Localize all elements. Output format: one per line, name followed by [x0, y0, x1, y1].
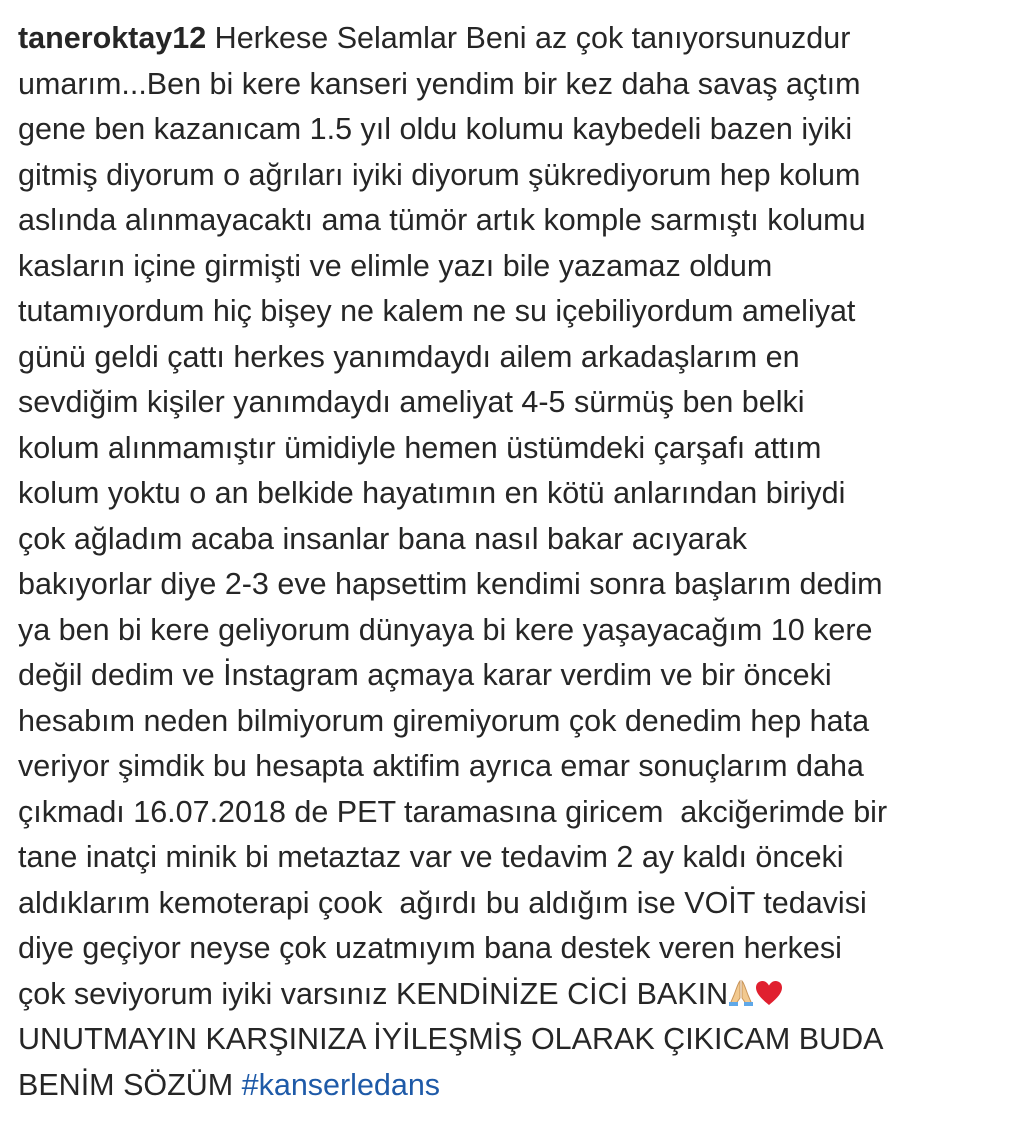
caption-line: gitmiş diyorum o ağrıları iyiki diyorum şükrediyorum hep kolum: [18, 157, 861, 192]
username-link[interactable]: taneroktay12: [18, 21, 207, 55]
caption-line: tutamıyordum hiç bişey ne kalem ne su içebiliyordum ameliyat: [18, 294, 856, 328]
caption-line: diye geçiyor neyse çok uzatmıyım bana destek veren herkesi: [18, 931, 842, 965]
caption-line: hesabım neden bilmiyorum giremiyorum çok denedim hep hata: [18, 703, 870, 738]
caption-text: BENİM SÖZÜM: [18, 1067, 242, 1102]
caption-text: çok seviyorum iyiki varsınız KENDİNİZE CİCİ BAKIN: [18, 976, 729, 1011]
caption-line: tane inatçi minik bi metaztaz var ve tedavim 2 ay kaldı önceki: [18, 840, 844, 874]
caption-line: değil dedim ve İnstagram açmaya karar verdim ve bir önceki: [18, 658, 832, 692]
caption-line: aslında alınmayacaktı ama tümör artık komple sarmıştı kolumu: [18, 203, 866, 237]
caption-line: umarım...Ben bi kere kanseri yendim bir kez daha savaş açtım: [18, 66, 861, 101]
caption-line: kolum yoktu o an belkide hayatımın en kötü anlarından biriydi: [18, 476, 846, 510]
caption-line: bakıyorlar diye 2-3 eve hapsettim kendimi sonra başlarım dedim: [18, 567, 883, 601]
caption-line: aldıklarım kemoterapi çook ağırdı bu aldığım ise VOİT tedavisi: [18, 885, 867, 920]
caption-line: kasların içine girmişti ve elimle yazı bile yazamaz oldum: [18, 248, 773, 283]
caption-line: çıkmadı 16.07.2018 de PET taramasına giricem akciğerimde bir: [18, 794, 888, 829]
caption-line: [18, 16, 1014, 62]
caption-line: [18, 972, 1014, 1018]
caption-line: veriyor şimdik bu hesapta aktifim ayrıca emar sonuçlarım daha: [18, 749, 864, 783]
caption-line: sevdiğim kişiler yanımdaydı ameliyat 4-5 sürmüş ben belki: [18, 385, 805, 419]
caption-line: gene ben kazanıcam 1.5 yıl oldu kolumu kaybedeli bazen iyiki: [18, 112, 853, 146]
caption-line: günü geldi çattı herkes yanımdaydı ailem arkadaşlarım en: [18, 339, 800, 374]
folded-hands-icon: [726, 978, 756, 1008]
hashtag-link[interactable]: #kanserledans: [241, 1067, 441, 1102]
caption-line: kolum alınmamıştır ümidiyle hemen üstümdeki çarşafı attım: [18, 430, 822, 465]
caption-line: [18, 1063, 1014, 1109]
post-caption: [18, 16, 1014, 1108]
caption-line: UNUTMAYIN KARŞINIZA İYİLEŞMİŞ OLARAK ÇIKICAM BUDA: [18, 1022, 884, 1056]
caption-text: Herkese Selamlar Beni az çok tanıyorsunuzdur: [206, 21, 851, 55]
caption-line: çok ağladım acaba insanlar bana nasıl bakar acıyarak: [18, 521, 748, 556]
red-heart-icon: [754, 978, 784, 1008]
caption-line: ya ben bi kere geliyorum dünyaya bi kere yaşayacağım 10 kere: [18, 612, 873, 647]
